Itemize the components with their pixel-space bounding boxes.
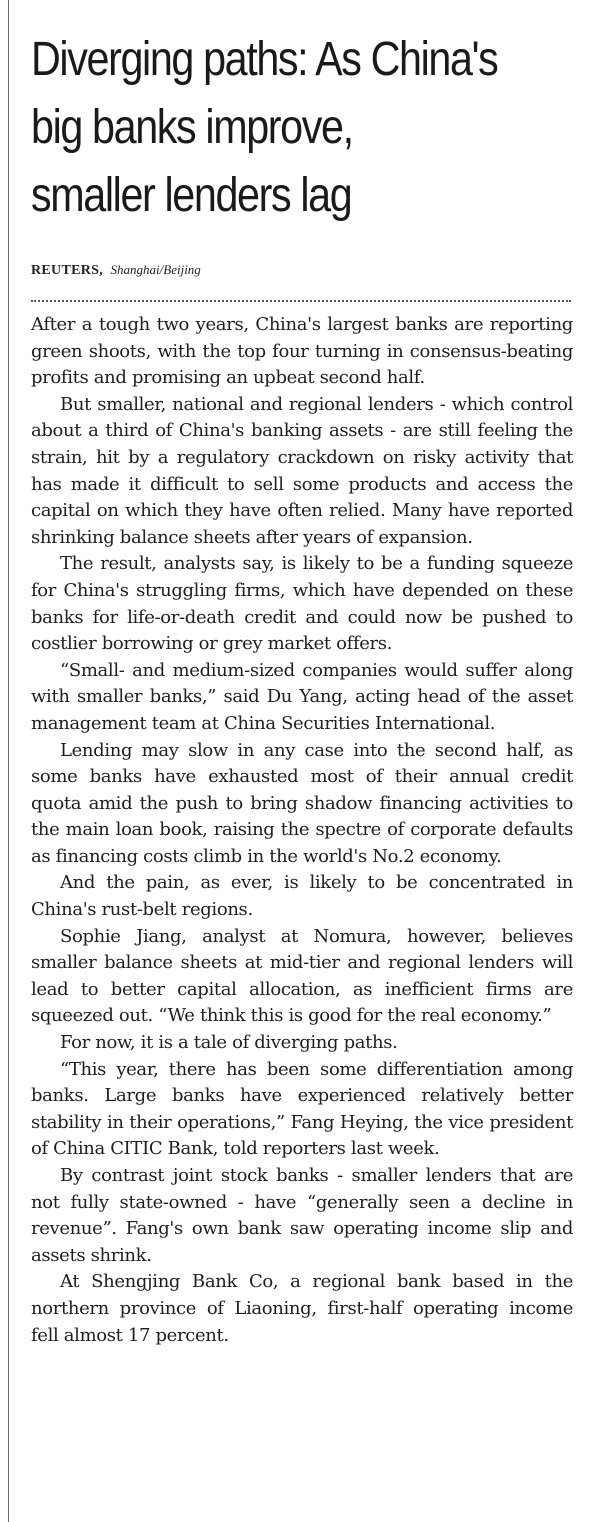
- headline-line-2: big banks improve,: [31, 101, 353, 154]
- paragraph-5: Lending may slow in any case into the second half, as some banks have exhausted most of their annual credit quota amid the push to bring shadow financing activities to the main loan book, raising the spectre of corporate defaults as financing costs climb in the world's No.2 economy.: [31, 739, 573, 867]
- paragraph-6: And the pain, as ever, is likely to be concentrated in China's rust-belt regions.: [31, 872, 573, 921]
- headline-line-3: smaller lenders lag: [31, 169, 352, 222]
- paragraph-9: “This year, there has been some differentiation among banks. Large banks have experienced relatively better stability in their operations,” Fang Heying, the vice president of China CITIC Bank, told reporters last week.: [31, 1058, 573, 1160]
- paragraph-3: The result, analysts say, is likely to be a funding squeeze for China's struggling firms, which have depended on these banks for life-or-death credit and could now be pushed to costlier borrowing or grey market offers.: [31, 553, 573, 655]
- paragraph-8: For now, it is a tale of diverging paths.: [60, 1032, 398, 1054]
- news-article: [31, 0, 573, 1346]
- paragraph-10: By contrast joint stock banks - smaller lenders that are not fully state-owned - have “generally seen a decline in revenue”. Fang's own bank saw operating income slip and assets shrink.: [31, 1165, 573, 1266]
- article-body: [31, 312, 573, 1349]
- paragraph-1: After a tough two years, China's largest banks are reporting green shoots, with the top four turning in consensus-beating profits and promising an upbeat second half.: [31, 314, 573, 389]
- column-divider-line: [8, 0, 9, 1522]
- byline-agency: REUTERS,: [31, 263, 104, 278]
- paragraph-11: At Shengjing Bank Co, a regional bank based in the northern province of Liaoning, first-half operating income fell almost 17 percent.: [31, 1271, 573, 1346]
- byline: [31, 262, 201, 279]
- paragraph-4: “Small- and medium-sized companies would suffer along with smaller banks,” said Du Yang, acting head of the asset management team at China Securities International.: [31, 659, 573, 734]
- article-headline: [31, 26, 573, 230]
- paragraph-2: But smaller, national and regional lenders - which control about a third of China's banking assets - are still feeling the strain, hit by a regulatory crackdown on risky activity that has made it difficult to sell some products and access the capital on which they have often relied. Many have reported shrinking balance sheets after years of expansion.: [31, 393, 573, 548]
- paragraph-7: Sophie Jiang, analyst at Nomura, however, believes smaller balance sheets at mid-tier and regional lenders will lead to better capital allocation, as inefficient firms are squeezed out. “We think this is good for the real economy.”: [31, 925, 573, 1027]
- byline-dateline: Shanghai/Beijing: [110, 262, 201, 277]
- headline-line-1: Diverging paths: As China's: [31, 33, 498, 86]
- dotted-separator: [31, 300, 571, 302]
